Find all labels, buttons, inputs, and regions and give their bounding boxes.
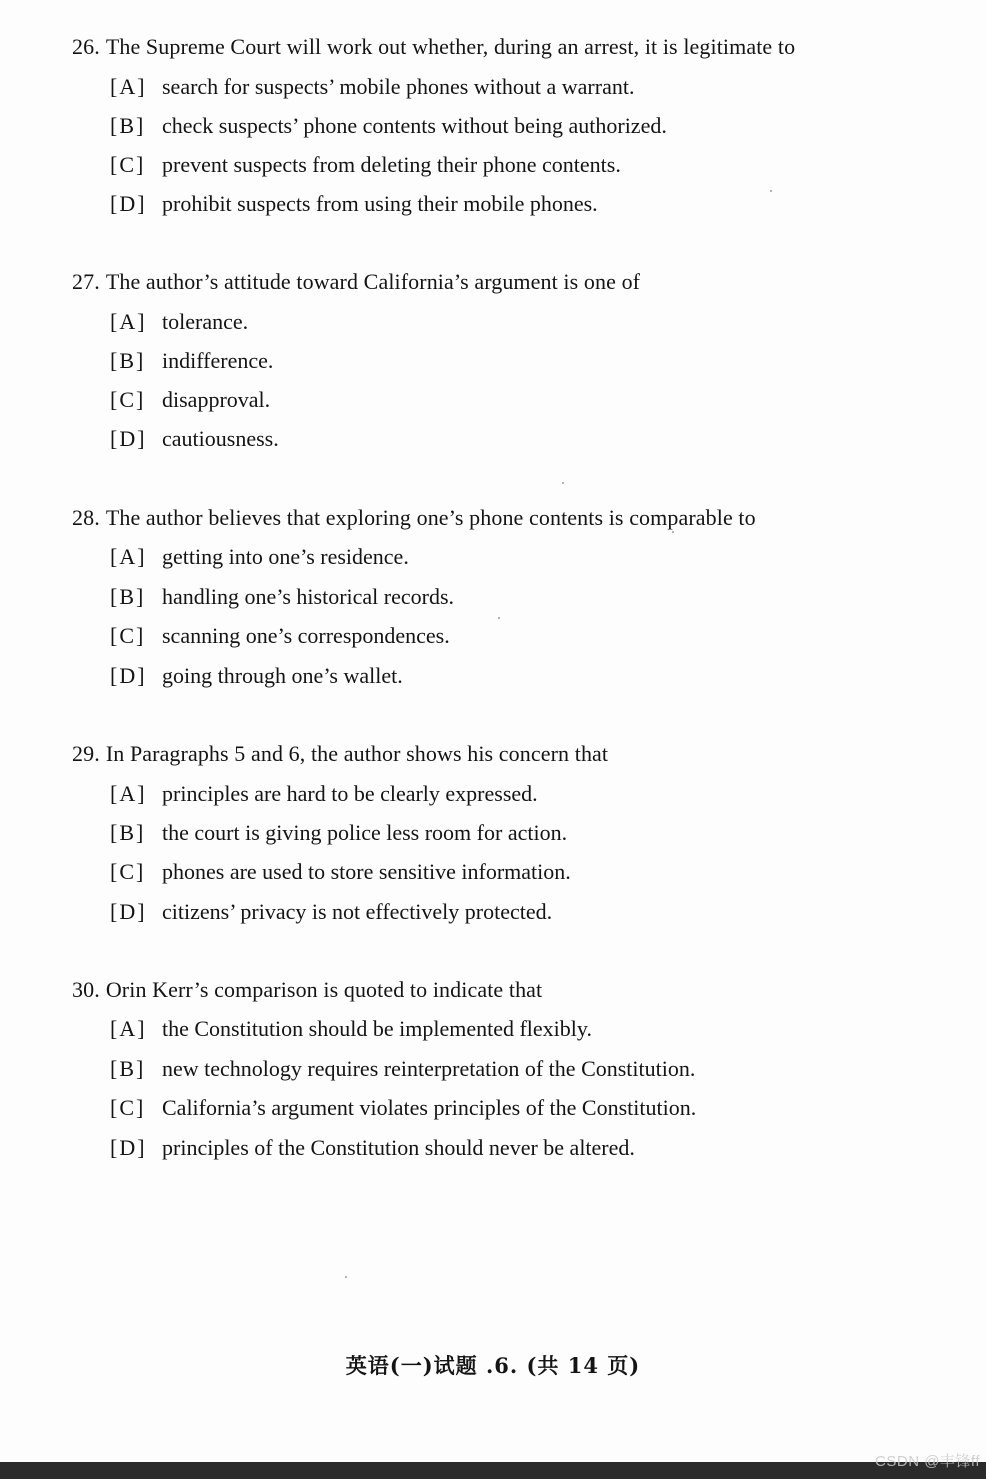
option-letter: [D] (110, 1135, 147, 1160)
question-stem (72, 976, 542, 1004)
option-d (110, 190, 598, 218)
option-d (110, 662, 403, 690)
option-text: citizens’ privacy is not effectively protected. (162, 899, 553, 924)
option-letter: [C] (110, 387, 146, 412)
option-text: California’s argument violates principles of the Constitution. (162, 1095, 697, 1120)
option-text: indifference. (162, 348, 274, 373)
option-a (110, 1015, 592, 1043)
option-a (110, 308, 248, 336)
option-c (110, 858, 571, 886)
question-text: The author’s attitude toward California’s argument is one of (105, 269, 641, 294)
option-a (110, 780, 538, 808)
option-d (110, 1134, 635, 1162)
option-letter: [C] (110, 623, 146, 648)
option-text: disapproval. (162, 387, 271, 412)
scan-speck (562, 482, 564, 484)
option-text: going through one’s wallet. (162, 663, 403, 688)
option-c (110, 386, 270, 414)
question-stem (72, 33, 795, 61)
option-text: prohibit suspects from using their mobile phones. (162, 191, 598, 216)
option-letter: [C] (110, 1095, 146, 1120)
option-text: cautiousness. (162, 426, 279, 451)
scan-speck (672, 531, 674, 533)
option-c (110, 151, 621, 179)
option-b (110, 1055, 695, 1083)
scan-speck (498, 617, 500, 619)
option-b (110, 347, 273, 375)
option-text: getting into one’s residence. (162, 544, 409, 569)
option-letter: [A] (110, 544, 147, 569)
option-c (110, 622, 450, 650)
watermark: CSDN @丰锋ff (875, 1453, 980, 1470)
option-letter: [A] (110, 309, 147, 334)
option-text: new technology requires reinterpretation of the Constitution. (162, 1056, 696, 1081)
option-a (110, 543, 409, 571)
question-number: 29. (72, 741, 100, 766)
option-letter: [B] (110, 820, 146, 845)
option-letter: [B] (110, 584, 146, 609)
option-letter: [A] (110, 1016, 147, 1041)
option-text: search for suspects’ mobile phones without a warrant. (162, 74, 635, 99)
option-c (110, 1094, 696, 1122)
option-letter: [B] (110, 113, 146, 138)
option-b (110, 583, 454, 611)
question-text: In Paragraphs 5 and 6, the author shows his concern that (105, 741, 609, 766)
option-text: principles are hard to be clearly expressed. (162, 781, 538, 806)
question-text: Orin Kerr’s comparison is quoted to indicate that (105, 977, 543, 1002)
option-letter: [D] (110, 426, 147, 451)
scan-speck (770, 190, 772, 192)
option-text: scanning one’s correspondences. (162, 623, 450, 648)
option-letter: [B] (110, 1056, 146, 1081)
option-text: check suspects’ phone contents without being authorized. (162, 113, 667, 138)
option-letter: [A] (110, 74, 147, 99)
option-a (110, 73, 634, 101)
option-letter: [D] (110, 191, 147, 216)
option-b (110, 112, 667, 140)
option-letter: [C] (110, 859, 146, 884)
question-stem (72, 504, 756, 532)
question-number: 30. (72, 977, 100, 1002)
question-number: 27. (72, 269, 100, 294)
question-stem (72, 268, 640, 296)
option-text: phones are used to store sensitive information. (162, 859, 571, 884)
option-letter: [C] (110, 152, 146, 177)
option-text: handling one’s historical records. (162, 584, 455, 609)
option-text: the court is giving police less room for action. (162, 820, 568, 845)
option-letter: [B] (110, 348, 146, 373)
option-text: prevent suspects from deleting their phone contents. (162, 152, 621, 177)
question-number: 28. (72, 505, 100, 530)
bottom-bar (0, 1462, 986, 1479)
question-stem (72, 740, 608, 768)
question-text: The author believes that exploring one’s phone contents is comparable to (105, 505, 756, 530)
question-text: The Supreme Court will work out whether, during an arrest, it is legitimate to (105, 34, 796, 59)
page-footer: 英语(一)试题 .6. (共 14 页) (345, 1353, 641, 1378)
option-text: tolerance. (162, 309, 249, 334)
option-text: principles of the Constitution should never be altered. (162, 1135, 635, 1160)
option-letter: [A] (110, 781, 147, 806)
option-letter: [D] (110, 663, 147, 688)
question-number: 26. (72, 34, 100, 59)
option-text: the Constitution should be implemented flexibly. (162, 1016, 592, 1041)
option-letter: [D] (110, 899, 147, 924)
option-b (110, 819, 567, 847)
scan-speck (345, 1276, 347, 1278)
option-d (110, 898, 552, 926)
option-d (110, 425, 279, 453)
